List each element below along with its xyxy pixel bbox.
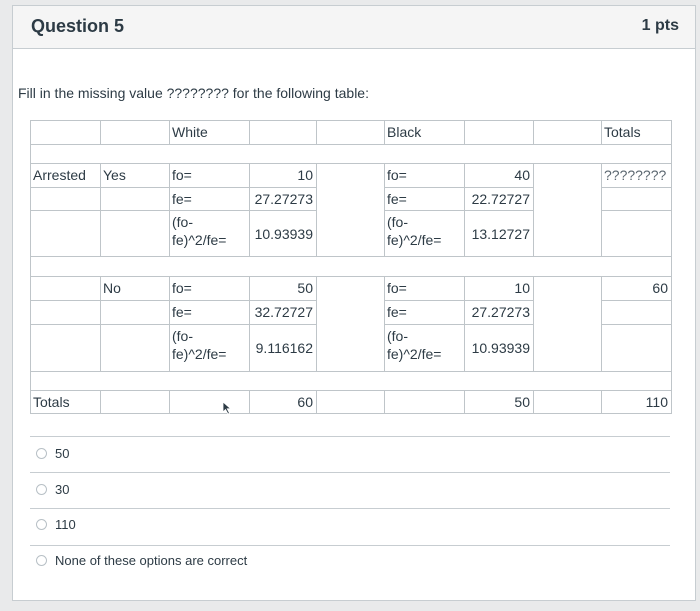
header-white: White bbox=[169, 120, 250, 145]
totals-black: 50 bbox=[464, 390, 534, 414]
no-white-fo-label: fo= bbox=[169, 276, 250, 301]
table-cell-empty bbox=[384, 390, 465, 414]
table-cell-empty bbox=[100, 390, 170, 414]
table-cell-empty bbox=[316, 120, 385, 145]
yes-black-fo: 40 bbox=[464, 163, 534, 188]
radio-button[interactable] bbox=[36, 519, 47, 530]
mouse-cursor-icon bbox=[222, 401, 232, 415]
table-cell-empty bbox=[464, 120, 534, 145]
yes-black-chi-label: (fo-fe)^2/fe= bbox=[384, 210, 465, 257]
question-header bbox=[13, 6, 695, 49]
totals-white: 60 bbox=[249, 390, 317, 414]
header-totals: Totals bbox=[601, 120, 672, 145]
table-cell-empty bbox=[30, 187, 101, 211]
table-cell-empty bbox=[601, 300, 672, 325]
table-cell-empty bbox=[316, 390, 385, 414]
divider bbox=[30, 508, 670, 509]
answer-option-2[interactable] bbox=[36, 482, 69, 497]
yes-black-chi: 13.12727 bbox=[464, 210, 534, 257]
divider bbox=[30, 545, 670, 546]
no-black-fo-label: fo= bbox=[384, 276, 465, 301]
no-black-chi-label: (fo-fe)^2/fe= bbox=[384, 324, 465, 372]
no-black-fe: 27.27273 bbox=[464, 300, 534, 325]
chi-square-table bbox=[30, 120, 672, 415]
yes-white-chi-label: (fo-fe)^2/fe= bbox=[169, 210, 250, 257]
no-total: 60 bbox=[601, 276, 672, 301]
radio-button[interactable] bbox=[36, 555, 47, 566]
no-white-fe: 32.72727 bbox=[249, 300, 317, 325]
radio-button[interactable] bbox=[36, 484, 47, 495]
table-cell-empty bbox=[601, 210, 672, 257]
table-cell-empty bbox=[533, 120, 602, 145]
no-white-fe-label: fe= bbox=[169, 300, 250, 325]
table-spacer-row bbox=[30, 256, 672, 277]
divider bbox=[30, 436, 670, 437]
no-black-fo: 10 bbox=[464, 276, 534, 301]
answer-option-4[interactable] bbox=[36, 553, 247, 568]
yes-white-fe-label: fe= bbox=[169, 187, 250, 211]
no-black-fe-label: fe= bbox=[384, 300, 465, 325]
question-prompt: Fill in the missing value ???????? for the following table: bbox=[18, 85, 369, 101]
table-cell-empty bbox=[169, 390, 250, 414]
yes-white-fo-label: fo= bbox=[169, 163, 250, 188]
table-cell-empty bbox=[601, 324, 672, 372]
totals-grand: 110 bbox=[601, 390, 672, 414]
table-cell-empty bbox=[100, 187, 170, 211]
answer-option-3[interactable] bbox=[36, 517, 76, 532]
table-cell-empty bbox=[249, 120, 317, 145]
table-spacer-row bbox=[30, 371, 672, 391]
table-cell-empty bbox=[30, 210, 101, 257]
table-cell-empty bbox=[533, 390, 602, 414]
no-white-chi: 9.116162 bbox=[249, 324, 317, 372]
table-cell-empty bbox=[601, 187, 672, 211]
table-cell-empty bbox=[30, 276, 101, 301]
yes-white-fe: 27.27273 bbox=[249, 187, 317, 211]
table-cell-empty bbox=[30, 300, 101, 325]
yes-label: Yes bbox=[100, 163, 170, 188]
yes-black-fe-label: fe= bbox=[384, 187, 465, 211]
no-label: No bbox=[100, 276, 170, 301]
table-cell-empty bbox=[100, 210, 170, 257]
table-cell-empty bbox=[100, 300, 170, 325]
option-label: 50 bbox=[55, 446, 70, 461]
yes-black-fo-label: fo= bbox=[384, 163, 465, 188]
yes-total-missing: ???????? bbox=[601, 163, 672, 188]
yes-white-chi: 10.93939 bbox=[249, 210, 317, 257]
table-cell-empty bbox=[30, 120, 101, 145]
question-points: 1 pts bbox=[641, 17, 679, 34]
option-label: 30 bbox=[55, 482, 70, 497]
option-label: 110 bbox=[55, 517, 76, 532]
yes-white-fo: 10 bbox=[249, 163, 317, 188]
header-black: Black bbox=[384, 120, 465, 145]
arrested-label: Arrested bbox=[30, 163, 101, 188]
option-label: None of these options are correct bbox=[55, 553, 248, 568]
answer-option-1[interactable] bbox=[36, 446, 69, 461]
radio-button[interactable] bbox=[36, 448, 47, 459]
totals-label: Totals bbox=[30, 390, 101, 414]
table-cell-empty bbox=[100, 120, 170, 145]
question-title: Question 5 bbox=[31, 16, 125, 36]
yes-black-fe: 22.72727 bbox=[464, 187, 534, 211]
divider bbox=[30, 472, 670, 473]
no-white-chi-label: (fo-fe)^2/fe= bbox=[169, 324, 250, 372]
table-spacer-row bbox=[30, 144, 672, 164]
table-cell-empty bbox=[100, 324, 170, 372]
no-black-chi: 10.93939 bbox=[464, 324, 534, 372]
no-white-fo: 50 bbox=[249, 276, 317, 301]
table-cell-empty bbox=[30, 324, 101, 372]
